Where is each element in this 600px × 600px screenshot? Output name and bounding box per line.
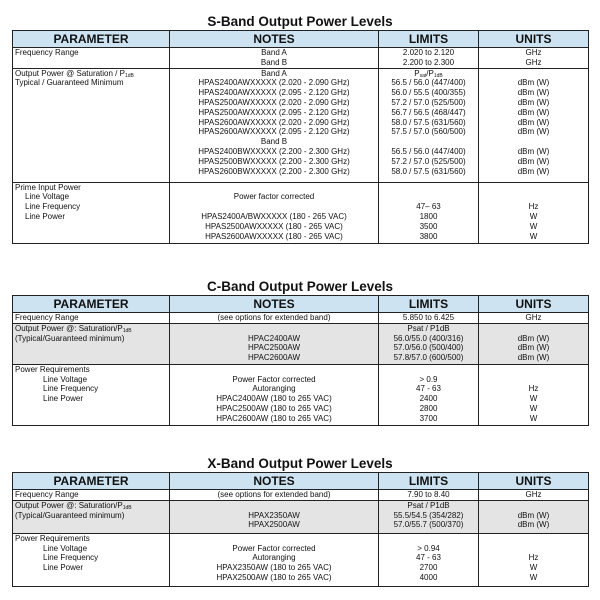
cell-line: 56.5 / 56.0 (447/400) <box>391 146 466 156</box>
cell-line: 4000 <box>419 572 438 582</box>
cell-line: Power factor corrected <box>233 192 315 202</box>
cell-line: W <box>529 572 538 582</box>
cell-line: W <box>529 231 538 241</box>
cell-line: dBm (W) <box>517 333 550 343</box>
c-band-title: C-Band Output Power Levels <box>206 279 394 294</box>
cell-line: W <box>529 221 538 231</box>
cell-line: (see options for extended band) <box>217 313 331 322</box>
units-header: UNITS <box>479 296 589 313</box>
cell-line: Line Frequency <box>43 553 99 563</box>
cell-line: GHz <box>525 313 542 322</box>
cell-line: GHz <box>525 57 542 67</box>
cell-line: 2400 <box>419 394 438 404</box>
cell-line: dBm (W) <box>517 156 550 166</box>
cell-line: HPAC2600AW (180 to 265 VAC) <box>216 413 332 423</box>
cell-line <box>381 192 476 202</box>
param-cell <box>13 323 170 364</box>
header-row <box>13 296 589 313</box>
cell-line <box>481 183 586 193</box>
cell-line: HPAX2500AW <box>248 520 300 530</box>
notes-header: NOTES <box>170 473 379 490</box>
limits-cell <box>379 68 479 182</box>
cell-line: dBm (W) <box>517 343 550 353</box>
limits-cell <box>379 364 479 425</box>
cell-line: Prime Input Power <box>15 182 81 192</box>
cell-line: 3700 <box>419 413 438 423</box>
cell-line: 3800 <box>419 231 438 241</box>
cell-line <box>381 534 476 544</box>
cell-line: Line Frequency <box>25 202 81 212</box>
table-row <box>13 323 589 364</box>
units-cell <box>479 182 589 243</box>
cell-line <box>172 202 376 212</box>
cell-line <box>172 324 376 334</box>
param-cell <box>13 490 170 501</box>
units-cell <box>479 68 589 182</box>
units-cell <box>479 500 589 533</box>
cell-line: W <box>529 403 538 413</box>
notes-header: NOTES <box>170 296 379 313</box>
cell-line: Line Power <box>43 394 84 404</box>
parameter-header: PARAMETER <box>13 31 170 48</box>
cell-line: HPAS2500AWXXXXX (180 - 265 VAC) <box>205 221 343 231</box>
cell-line: 57.2 / 57.0 (525/500) <box>391 97 466 107</box>
cell-line: 58.0 / 57.5 (631/560) <box>391 166 466 176</box>
header-row <box>13 31 589 48</box>
cell-line: Line Power <box>25 211 66 221</box>
notes-cell <box>170 500 379 533</box>
cell-line: W <box>529 211 538 221</box>
cell-line: 56.0 / 55.5 (400/355) <box>391 88 466 98</box>
cell-line <box>381 137 476 147</box>
cell-line <box>172 501 376 511</box>
cell-line: dBm (W) <box>517 107 550 117</box>
cell-line: Line Voltage <box>43 543 88 553</box>
cell-line: HPAX2500AW (180 to 265 VAC) <box>216 572 332 582</box>
param-cell <box>13 68 170 182</box>
cell-line: Output Power @: Saturation/$P_{1dB}$ <box>15 500 132 511</box>
cell-line: Power Factor corrected <box>232 543 316 553</box>
units-cell <box>479 48 589 69</box>
cell-line <box>381 183 476 193</box>
param-cell <box>13 500 170 533</box>
units-header: UNITS <box>479 31 589 48</box>
cell-line: Band A <box>261 48 287 57</box>
cell-line: 55.5/54.5 (354/282) <box>393 510 464 520</box>
cell-line: Frequency Range <box>15 313 79 322</box>
cell-line: 5.850 to 6.425 <box>402 313 455 322</box>
cell-line: W <box>529 413 538 423</box>
limits-cell <box>379 500 479 533</box>
cell-line: Hz <box>528 202 539 212</box>
x-band-section <box>12 455 588 587</box>
units-cell <box>479 313 589 324</box>
cell-line <box>481 534 586 544</box>
cell-line: HPAX2350AW (180 to 265 VAC) <box>216 563 332 573</box>
cell-line: Output Power @ Saturation / $P_{1dB}$ <box>15 68 134 79</box>
cell-line <box>481 69 586 79</box>
cell-line <box>481 324 586 334</box>
table-row <box>13 364 589 425</box>
cell-line: 3500 <box>419 221 438 231</box>
cell-line: HPAS2600AWXXXXX (180 - 265 VAC) <box>205 231 343 241</box>
cell-line: dBm (W) <box>517 78 550 88</box>
limits-cell <box>379 313 479 324</box>
cell-line: Frequency Range <box>15 490 79 499</box>
cell-line: Power Factor corrected <box>232 374 316 384</box>
cell-line: Band B <box>260 137 288 147</box>
cell-line: HPAX2350AW <box>248 510 300 520</box>
param-cell <box>13 364 170 425</box>
units-cell <box>479 490 589 501</box>
cell-line: 57.8/57.0 (600/500) <box>393 353 464 363</box>
notes-cell <box>170 68 379 182</box>
cell-line <box>172 534 376 544</box>
units-cell <box>479 364 589 425</box>
units-cell <box>479 323 589 364</box>
cell-line: Typical / Guaranteed Minimum <box>15 78 124 88</box>
cell-line: HPAS2400BWXXXXX (2.200 - 2.300 GHz) <box>198 146 350 156</box>
cell-line: Band B <box>260 57 288 67</box>
cell-line: Line Power <box>43 563 84 573</box>
cell-line: 47– 63 <box>416 202 441 212</box>
cell-line: 56.5 / 56.0 (447/400) <box>391 78 466 88</box>
cell-line: dBm (W) <box>517 88 550 98</box>
s-band-table <box>12 30 589 244</box>
cell-line: Power Requirements <box>15 533 90 543</box>
cell-line: Line Frequency <box>43 384 99 394</box>
cell-line: 2800 <box>419 403 438 413</box>
notes-cell <box>170 182 379 243</box>
cell-line <box>481 501 586 511</box>
cell-line: HPAC2400AW (180 to 265 VAC) <box>216 394 332 404</box>
param-cell <box>13 313 170 324</box>
limits-header: LIMITS <box>379 296 479 313</box>
cell-line: Output Power @: Saturation/$P_{1dB}$ <box>15 323 132 334</box>
cell-line: 2.200 to 2.300 <box>402 57 455 67</box>
cell-line <box>15 58 167 68</box>
cell-line: 57.0/56.0 (500/400) <box>393 343 464 353</box>
cell-line: GHz <box>525 490 542 499</box>
cell-line: Power Requirements <box>15 364 90 374</box>
param-cell <box>13 533 170 586</box>
x-band-title: X-Band Output Power Levels <box>207 456 393 471</box>
cell-line: dBm (W) <box>517 127 550 137</box>
cell-line: Line Voltage <box>43 374 88 384</box>
cell-line: 1800 <box>419 211 438 221</box>
cell-line: 2.020 to 2.120 <box>402 48 455 57</box>
notes-header: NOTES <box>170 31 379 48</box>
parameter-header: PARAMETER <box>13 473 170 490</box>
cell-line: Hz <box>528 553 539 563</box>
cell-line: Hz <box>528 384 539 394</box>
table-row <box>13 68 589 182</box>
cell-line: 57.5 / 57.0 (560/500) <box>391 127 466 137</box>
notes-cell <box>170 490 379 501</box>
cell-line: HPAS2500AWXXXXX (2.095 - 2.120 GHz) <box>198 107 350 117</box>
cell-line: Autoranging <box>252 384 296 394</box>
cell-line: HPAS2500AWXXXXX (2.020 - 2.090 GHz) <box>198 97 350 107</box>
cell-line: dBm (W) <box>517 510 550 520</box>
table-row <box>13 48 589 69</box>
cell-line: GHz <box>525 48 542 57</box>
table-row <box>13 533 589 586</box>
cell-line: HPAS2600AWXXXXX (2.095 - 2.120 GHz) <box>198 127 350 137</box>
cell-line: HPAC2500AW (180 to 265 VAC) <box>216 403 332 413</box>
cell-line: Line Voltage <box>25 192 70 202</box>
cell-line: 56.0/55.0 (400/316) <box>393 333 464 343</box>
cell-line: dBm (W) <box>517 97 550 107</box>
cell-line: 57.2 / 57.0 (525/500) <box>391 156 466 166</box>
cell-line: dBm (W) <box>517 117 550 127</box>
cell-line: dBm (W) <box>517 146 550 156</box>
cell-line: 57.0/55.7 (500/370) <box>393 520 464 530</box>
cell-line: (see options for extended band) <box>217 490 331 499</box>
cell-line: W <box>529 563 538 573</box>
cell-line: 2700 <box>419 563 438 573</box>
cell-line: Autoranging <box>252 553 296 563</box>
cell-line: Band A <box>261 68 287 78</box>
notes-cell <box>170 533 379 586</box>
notes-cell <box>170 323 379 364</box>
cell-line <box>172 183 376 193</box>
cell-line <box>481 192 586 202</box>
cell-line <box>381 365 476 375</box>
cell-line: HPAC2500AW <box>247 343 301 353</box>
limits-cell <box>379 533 479 586</box>
limits-header: LIMITS <box>379 31 479 48</box>
cell-line: HPAS2400A/BWXXXXX (180 - 265 VAC) <box>201 211 347 221</box>
cell-line: dBm (W) <box>517 166 550 176</box>
cell-line <box>481 137 586 147</box>
notes-cell <box>170 313 379 324</box>
table-row <box>13 313 589 324</box>
cell-line: HPAS2400AWXXXXX (2.020 - 2.090 GHz) <box>198 78 350 88</box>
cell-line <box>481 544 586 554</box>
cell-line: 56.7 / 56.5 (468/447) <box>391 107 466 117</box>
cell-line: W <box>529 394 538 404</box>
table-row <box>13 490 589 501</box>
s-band-section <box>12 13 588 244</box>
param-cell <box>13 182 170 243</box>
s-band-title: S-Band Output Power Levels <box>207 14 393 29</box>
cell-line: (Typical/Guaranteed minimum) <box>15 333 125 343</box>
cell-line <box>481 365 586 375</box>
cell-line <box>172 365 376 375</box>
cell-line: HPAS2500BWXXXXX (2.200 - 2.300 GHz) <box>198 156 350 166</box>
notes-cell <box>170 364 379 425</box>
parameter-header: PARAMETER <box>13 296 170 313</box>
cell-line: HPAS2600AWXXXXX (2.020 - 2.090 GHz) <box>198 117 350 127</box>
cell-line <box>481 375 586 385</box>
cell-line: 58.0 / 57.5 (631/560) <box>391 117 466 127</box>
cell-line: HPAC2400AW <box>247 333 301 343</box>
cell-line: > 0.94 <box>417 543 440 553</box>
limits-cell <box>379 182 479 243</box>
c-band-table <box>12 295 589 426</box>
header-row <box>13 473 589 490</box>
cell-line: 7.90 to 8.40 <box>407 490 450 499</box>
x-band-table <box>12 472 589 587</box>
cell-line: 47 - 63 <box>416 553 441 563</box>
units-cell <box>479 533 589 586</box>
limits-cell <box>379 48 479 69</box>
limits-header: LIMITS <box>379 473 479 490</box>
cell-line: $P_{sat}/P_{1dB}$ <box>414 68 443 79</box>
param-cell <box>13 48 170 69</box>
notes-cell <box>170 48 379 69</box>
table-row <box>13 182 589 243</box>
cell-line: (Typical/Guaranteed minimum) <box>15 510 125 520</box>
cell-line: Psat / P1dB <box>407 323 450 333</box>
cell-line: Psat / P1dB <box>407 500 450 510</box>
cell-line: dBm (W) <box>517 520 550 530</box>
cell-line: dBm (W) <box>517 353 550 363</box>
cell-line: HPAS2600BWXXXXX (2.200 - 2.300 GHz) <box>198 166 350 176</box>
cell-line: 47 - 63 <box>416 384 441 394</box>
c-band-section <box>12 278 588 426</box>
limits-cell <box>379 490 479 501</box>
cell-line: HPAC2600AW <box>247 353 301 363</box>
table-row <box>13 500 589 533</box>
limits-cell <box>379 323 479 364</box>
cell-line: HPAS2400AWXXXXX (2.095 - 2.120 GHz) <box>198 88 350 98</box>
cell-line: Frequency Range <box>15 48 79 57</box>
cell-line: > 0.9 <box>419 374 438 384</box>
units-header: UNITS <box>479 473 589 490</box>
